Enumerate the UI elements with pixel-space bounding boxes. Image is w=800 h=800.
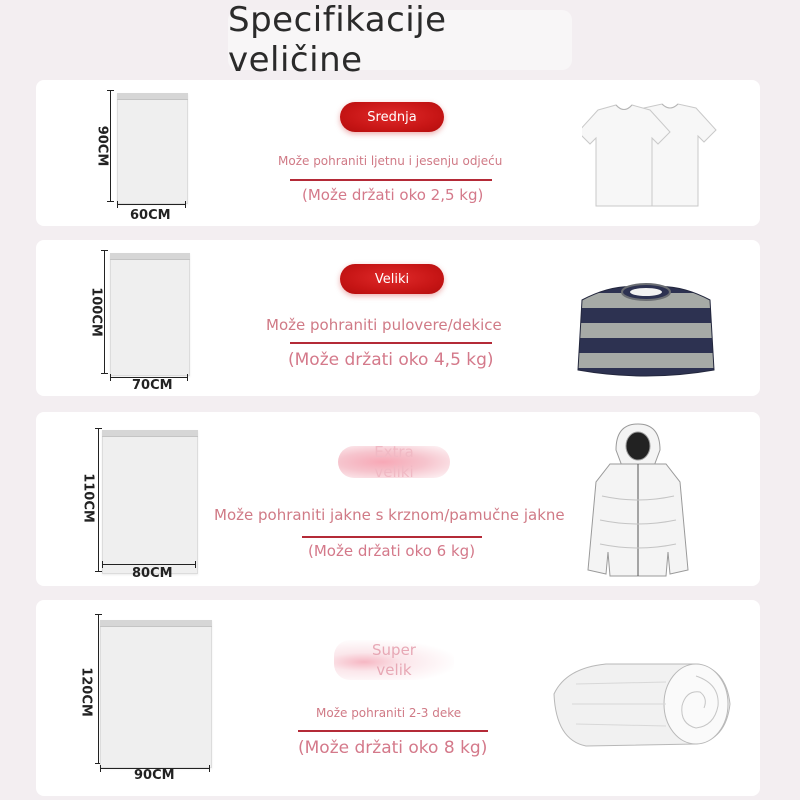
description-text: Može pohraniti jakne s krznom/pamučne jakne <box>214 506 565 524</box>
width-label: 80CM <box>132 566 173 581</box>
height-label: 120CM <box>78 667 94 717</box>
bag-zipper <box>110 253 190 260</box>
divider-rule <box>302 536 482 538</box>
capacity-text: (Može držati oko 8 kg) <box>298 738 488 758</box>
description-text: Može pohraniti pulovere/dekice <box>266 316 502 334</box>
size-card-veliki <box>36 240 760 396</box>
page-title: Specifikacije veličine <box>228 0 447 80</box>
description-text: Može pohraniti 2-3 deke <box>316 706 462 720</box>
size-badge <box>338 443 450 481</box>
bag-zipper <box>102 430 198 437</box>
size-card-super-velik <box>36 600 760 796</box>
rolled-duvet-icon <box>546 654 736 754</box>
size-badge-line1: Super <box>372 641 416 659</box>
divider-rule <box>290 342 492 344</box>
height-dimension-line <box>110 90 111 202</box>
sweater-icon <box>576 278 716 380</box>
title-box <box>228 0 572 80</box>
size-badge <box>334 640 454 680</box>
height-dimension-line <box>104 250 105 374</box>
width-dimension-line <box>117 204 186 205</box>
capacity-text: (Može držati oko 2,5 kg) <box>302 186 484 204</box>
capacity-text: (Može držati oko 4,5 kg) <box>288 350 494 370</box>
height-label: 100CM <box>88 287 104 337</box>
t-shirts-icon <box>582 102 732 208</box>
vacuum-bag <box>117 93 188 204</box>
width-label: 60CM <box>130 208 171 223</box>
width-dimension-line <box>102 564 196 565</box>
size-badge-line1: Extra <box>374 443 414 461</box>
height-dimension-line <box>98 428 99 572</box>
size-badge-line2: veliki <box>374 463 414 481</box>
width-label: 70CM <box>132 378 173 393</box>
vacuum-bag <box>110 253 190 376</box>
divider-rule <box>298 730 488 732</box>
capacity-text: (Može držati oko 6 kg) <box>308 542 476 560</box>
height-label: 110CM <box>80 473 96 523</box>
size-card-extra-veliki <box>36 412 760 586</box>
size-badge: Srednja <box>340 102 444 132</box>
divider-rule <box>290 179 492 181</box>
description-text: Može pohraniti ljetnu i jesenju odjeću <box>278 154 503 168</box>
size-badge-line2: velik <box>376 661 412 679</box>
height-dimension-line <box>98 614 99 764</box>
size-card-srednja <box>36 80 760 226</box>
bag-zipper <box>117 93 188 100</box>
vacuum-bag <box>100 620 212 768</box>
puffer-jacket-icon <box>582 420 694 580</box>
vacuum-bag <box>102 430 198 574</box>
height-label: 90CM <box>94 125 110 167</box>
width-label: 90CM <box>134 768 175 783</box>
bag-zipper <box>100 620 212 627</box>
size-badge: Veliki <box>340 264 444 294</box>
